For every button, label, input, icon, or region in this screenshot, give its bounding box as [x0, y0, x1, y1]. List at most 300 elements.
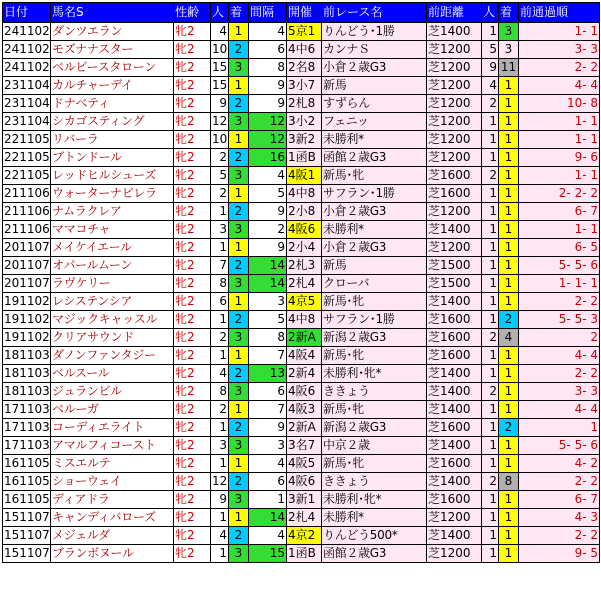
table-row: [3, 77, 600, 95]
prev-popularity-cell: 2: [482, 95, 499, 113]
table-row: [3, 329, 600, 347]
date-cell: 241102: [3, 41, 51, 59]
prev-passing-order-cell: 2- 2- 2: [519, 185, 600, 203]
popularity-cell: 1: [211, 419, 229, 437]
interval-cell: 8: [249, 59, 287, 77]
prev-popularity-cell: 1: [482, 113, 499, 131]
date-cell: 231104: [3, 113, 51, 131]
finish-cell: 2: [229, 41, 249, 59]
finish-cell: 2: [229, 149, 249, 167]
prev-passing-order-cell: 1: [519, 419, 600, 437]
venue-cell: 2名8: [287, 59, 322, 77]
date-cell: 241102: [3, 23, 51, 41]
horse-name-cell: ベルスール: [51, 365, 174, 383]
horse-name-cell: マジックキャッスル: [51, 311, 174, 329]
horse-name-cell: ブランボヌール: [51, 545, 174, 563]
table-row: [3, 365, 600, 383]
finish-cell: 3: [229, 59, 249, 77]
table-row: [3, 545, 600, 563]
finish-cell: 2: [229, 203, 249, 221]
sex-age-cell: 牝2: [174, 59, 211, 77]
prev-race-name-cell: すずらん: [322, 95, 427, 113]
finish-cell: 2: [229, 473, 249, 491]
table-row: [3, 509, 600, 527]
finish-cell: 3: [229, 275, 249, 293]
header-sex-age: 性齢: [174, 3, 211, 23]
horse-name-cell: ウォーターナビレラ: [51, 185, 174, 203]
table-row: [3, 473, 600, 491]
interval-cell: 9: [249, 203, 287, 221]
prev-popularity-cell: 1: [482, 365, 499, 383]
interval-cell: 9: [249, 95, 287, 113]
horse-name-cell: ベルビースタローン: [51, 59, 174, 77]
finish-cell: 1: [229, 347, 249, 365]
prev-finish-cell: 1: [499, 113, 519, 131]
sex-age-cell: 牝2: [174, 311, 211, 329]
prev-popularity-cell: 1: [482, 401, 499, 419]
prev-finish-cell: 1: [499, 293, 519, 311]
sex-age-cell: 牝2: [174, 131, 211, 149]
prev-distance-cell: 芝1400: [427, 383, 482, 401]
popularity-cell: 2: [211, 149, 229, 167]
venue-cell: 4阪6: [287, 383, 322, 401]
prev-race-name-cell: カンナＳ: [322, 41, 427, 59]
prev-finish-cell: 1: [499, 437, 519, 455]
prev-distance-cell: 芝1400: [427, 221, 482, 239]
prev-distance-cell: 芝1600: [427, 311, 482, 329]
prev-distance-cell: 芝1600: [427, 455, 482, 473]
popularity-cell: 1: [211, 545, 229, 563]
prev-race-name-cell: サフラン･1勝: [322, 185, 427, 203]
horse-name-cell: ミスエルテ: [51, 455, 174, 473]
table-row: [3, 455, 600, 473]
table-row: [3, 419, 600, 437]
header-prev-distance: 前距離: [427, 3, 482, 23]
prev-passing-order-cell: 6- 5: [519, 239, 600, 257]
venue-cell: 2新4: [287, 365, 322, 383]
table-row: [3, 257, 600, 275]
sex-age-cell: 牝2: [174, 95, 211, 113]
date-cell: 231104: [3, 77, 51, 95]
prev-distance-cell: 芝1200: [427, 239, 482, 257]
venue-cell: 4阪4: [287, 347, 322, 365]
prev-distance-cell: 芝1200: [427, 149, 482, 167]
table-row: [3, 203, 600, 221]
prev-finish-cell: 1: [499, 383, 519, 401]
venue-cell: 4京5: [287, 293, 322, 311]
venue-cell: 1函B: [287, 149, 322, 167]
header-prev-popularity: 人: [482, 3, 499, 23]
table-row: [3, 23, 600, 41]
prev-popularity-cell: 4: [482, 77, 499, 95]
prev-race-name-cell: ききょう: [322, 383, 427, 401]
horse-name-cell: ドナベティ: [51, 95, 174, 113]
prev-race-name-cell: フェニッ: [322, 113, 427, 131]
popularity-cell: 1: [211, 239, 229, 257]
prev-race-name-cell: 未勝利*: [322, 131, 427, 149]
prev-race-name-cell: 函館２歳G3: [322, 545, 427, 563]
header-prev-race-name: 前レース名: [322, 3, 427, 23]
date-cell: 211106: [3, 221, 51, 239]
prev-finish-cell: 11: [499, 59, 519, 77]
finish-cell: 2: [229, 311, 249, 329]
interval-cell: 6: [249, 41, 287, 59]
prev-passing-order-cell: 4- 4: [519, 401, 600, 419]
prev-popularity-cell: 1: [482, 221, 499, 239]
venue-cell: 4阪6: [287, 473, 322, 491]
horse-name-cell: ディアドラ: [51, 491, 174, 509]
interval-cell: 5: [249, 311, 287, 329]
prev-finish-cell: 1: [499, 167, 519, 185]
prev-passing-order-cell: 4- 3: [519, 509, 600, 527]
prev-distance-cell: 芝1400: [427, 527, 482, 545]
prev-passing-order-cell: 1- 1: [519, 167, 600, 185]
prev-distance-cell: 芝1600: [427, 419, 482, 437]
interval-cell: 9: [249, 77, 287, 95]
venue-cell: 2小8: [287, 203, 322, 221]
venue-cell: 4阪3: [287, 401, 322, 419]
sex-age-cell: 牝2: [174, 167, 211, 185]
prev-popularity-cell: 2: [482, 167, 499, 185]
prev-distance-cell: 芝1400: [427, 473, 482, 491]
table-row: [3, 383, 600, 401]
date-cell: 201107: [3, 275, 51, 293]
horse-name-cell: モズナナスター: [51, 41, 174, 59]
sex-age-cell: 牝2: [174, 113, 211, 131]
table-row: [3, 437, 600, 455]
prev-popularity-cell: 1: [482, 257, 499, 275]
table-row: [3, 293, 600, 311]
interval-cell: 15: [249, 545, 287, 563]
sex-age-cell: 牝2: [174, 293, 211, 311]
prev-finish-cell: 1: [499, 545, 519, 563]
prev-distance-cell: 芝1200: [427, 95, 482, 113]
venue-cell: 2札8: [287, 95, 322, 113]
prev-popularity-cell: 1: [482, 185, 499, 203]
venue-cell: 4阪6: [287, 221, 322, 239]
horse-name-cell: メイケイエール: [51, 239, 174, 257]
date-cell: 201107: [3, 257, 51, 275]
interval-cell: 14: [249, 509, 287, 527]
date-cell: 181103: [3, 383, 51, 401]
prev-passing-order-cell: 9- 6: [519, 149, 600, 167]
prev-race-name-cell: 中京２歳: [322, 437, 427, 455]
prev-finish-cell: 1: [499, 239, 519, 257]
header-prev-finish: 着: [499, 3, 519, 23]
venue-cell: 4京2: [287, 527, 322, 545]
prev-distance-cell: 芝1500: [427, 257, 482, 275]
horse-name-cell: クリアサウンド: [51, 329, 174, 347]
venue-cell: 2小4: [287, 239, 322, 257]
interval-cell: 4: [249, 23, 287, 41]
results-table: [2, 2, 600, 563]
interval-cell: 9: [249, 239, 287, 257]
venue-cell: 2札3: [287, 257, 322, 275]
prev-finish-cell: 1: [499, 131, 519, 149]
prev-passing-order-cell: 1- 1- 1: [519, 275, 600, 293]
prev-distance-cell: 芝1200: [427, 59, 482, 77]
popularity-cell: 8: [211, 275, 229, 293]
horse-name-cell: レシステンシア: [51, 293, 174, 311]
venue-cell: 4中8: [287, 185, 322, 203]
interval-cell: 6: [249, 383, 287, 401]
header-interval: 間隔: [249, 3, 287, 23]
horse-name-cell: ダノンファンタジー: [51, 347, 174, 365]
date-cell: 181103: [3, 365, 51, 383]
prev-passing-order-cell: 2- 2: [519, 473, 600, 491]
prev-race-name-cell: 未勝利*: [322, 509, 427, 527]
interval-cell: 5: [249, 185, 287, 203]
prev-popularity-cell: 1: [482, 437, 499, 455]
prev-finish-cell: 1: [499, 257, 519, 275]
table-row: [3, 221, 600, 239]
prev-distance-cell: 芝1500: [427, 275, 482, 293]
popularity-cell: 9: [211, 491, 229, 509]
prev-passing-order-cell: 2- 2: [519, 365, 600, 383]
popularity-cell: 2: [211, 329, 229, 347]
prev-finish-cell: 1: [499, 203, 519, 221]
prev-passing-order-cell: 1- 1: [519, 113, 600, 131]
horse-name-cell: ショーウェイ: [51, 473, 174, 491]
finish-cell: 3: [229, 113, 249, 131]
sex-age-cell: 牝2: [174, 203, 211, 221]
finish-cell: 1: [229, 77, 249, 95]
table-row: [3, 491, 600, 509]
venue-cell: 5京1: [287, 23, 322, 41]
finish-cell: 3: [229, 437, 249, 455]
sex-age-cell: 牝2: [174, 41, 211, 59]
prev-race-name-cell: 小倉２歳G3: [322, 203, 427, 221]
sex-age-cell: 牝2: [174, 275, 211, 293]
horse-name-cell: ママコチャ: [51, 221, 174, 239]
venue-cell: 2新A: [287, 329, 322, 347]
interval-cell: 2: [249, 221, 287, 239]
prev-popularity-cell: 1: [482, 293, 499, 311]
date-cell: 231104: [3, 95, 51, 113]
prev-distance-cell: 芝1600: [427, 167, 482, 185]
prev-finish-cell: 1: [499, 509, 519, 527]
prev-popularity-cell: 2: [482, 329, 499, 347]
date-cell: 191102: [3, 329, 51, 347]
header-finish: 着: [229, 3, 249, 23]
sex-age-cell: 牝2: [174, 77, 211, 95]
horse-name-cell: ベルーガ: [51, 401, 174, 419]
finish-cell: 2: [229, 257, 249, 275]
popularity-cell: 9: [211, 95, 229, 113]
prev-finish-cell: 1: [499, 527, 519, 545]
table-row: [3, 95, 600, 113]
horse-name-cell: ブトンドール: [51, 149, 174, 167]
table-row: [3, 311, 600, 329]
sex-age-cell: 牝2: [174, 383, 211, 401]
prev-race-name-cell: りんどう500*: [322, 527, 427, 545]
popularity-cell: 5: [211, 167, 229, 185]
prev-popularity-cell: 1: [482, 491, 499, 509]
date-cell: 211106: [3, 185, 51, 203]
table-row: [3, 41, 600, 59]
prev-popularity-cell: 2: [482, 383, 499, 401]
horse-name-cell: キャンディバローズ: [51, 509, 174, 527]
prev-passing-order-cell: 5- 5- 3: [519, 311, 600, 329]
venue-cell: 4中8: [287, 311, 322, 329]
interval-cell: 6: [249, 473, 287, 491]
popularity-cell: 3: [211, 221, 229, 239]
sex-age-cell: 牝2: [174, 239, 211, 257]
popularity-cell: 1: [211, 203, 229, 221]
prev-passing-order-cell: 10- 8: [519, 95, 600, 113]
sex-age-cell: 牝2: [174, 509, 211, 527]
prev-race-name-cell: 未勝利･牝*: [322, 491, 427, 509]
popularity-cell: 1: [211, 347, 229, 365]
prev-finish-cell: 1: [499, 185, 519, 203]
date-cell: 221105: [3, 167, 51, 185]
popularity-cell: 1: [211, 509, 229, 527]
prev-distance-cell: 芝1200: [427, 545, 482, 563]
sex-age-cell: 牝2: [174, 545, 211, 563]
prev-passing-order-cell: 6- 7: [519, 203, 600, 221]
horse-name-cell: コーディエライト: [51, 419, 174, 437]
date-cell: 161105: [3, 473, 51, 491]
prev-race-name-cell: りんどう･1勝: [322, 23, 427, 41]
interval-cell: 7: [249, 401, 287, 419]
prev-race-name-cell: 新馬･牝: [322, 401, 427, 419]
prev-distance-cell: 芝1200: [427, 203, 482, 221]
prev-race-name-cell: 未勝利･牝*: [322, 365, 427, 383]
horse-name-cell: ダンツエラン: [51, 23, 174, 41]
finish-cell: 1: [229, 509, 249, 527]
prev-popularity-cell: 1: [482, 203, 499, 221]
interval-cell: 8: [249, 329, 287, 347]
prev-finish-cell: 1: [499, 347, 519, 365]
date-cell: 161105: [3, 491, 51, 509]
prev-passing-order-cell: 2- 2: [519, 527, 600, 545]
prev-distance-cell: 芝1400: [427, 401, 482, 419]
venue-cell: 2札4: [287, 509, 322, 527]
sex-age-cell: 牝2: [174, 23, 211, 41]
prev-finish-cell: 8: [499, 473, 519, 491]
prev-finish-cell: 1: [499, 365, 519, 383]
interval-cell: 14: [249, 257, 287, 275]
popularity-cell: 7: [211, 257, 229, 275]
prev-popularity-cell: 1: [482, 347, 499, 365]
sex-age-cell: 牝2: [174, 419, 211, 437]
sex-age-cell: 牝2: [174, 365, 211, 383]
interval-cell: 14: [249, 275, 287, 293]
sex-age-cell: 牝2: [174, 401, 211, 419]
venue-cell: 4中6: [287, 41, 322, 59]
prev-passing-order-cell: 3- 3: [519, 383, 600, 401]
finish-cell: 1: [229, 185, 249, 203]
table-row: [3, 527, 600, 545]
popularity-cell: 2: [211, 401, 229, 419]
prev-passing-order-cell: 4- 4: [519, 347, 600, 365]
prev-popularity-cell: 1: [482, 131, 499, 149]
prev-race-name-cell: 新馬･牝: [322, 167, 427, 185]
prev-race-name-cell: 新馬: [322, 77, 427, 95]
prev-popularity-cell: 1: [482, 239, 499, 257]
prev-finish-cell: 1: [499, 455, 519, 473]
popularity-cell: 15: [211, 59, 229, 77]
header-prev-passing-order: 前通過順: [519, 3, 600, 23]
date-cell: 241102: [3, 59, 51, 77]
prev-popularity-cell: 1: [482, 545, 499, 563]
header-venue: 開催: [287, 3, 322, 23]
prev-distance-cell: 芝1200: [427, 41, 482, 59]
prev-passing-order-cell: 3- 3: [519, 41, 600, 59]
table-row: [3, 113, 600, 131]
venue-cell: 3名7: [287, 437, 322, 455]
header-date: 日付: [3, 3, 51, 23]
venue-cell: 3小7: [287, 77, 322, 95]
sex-age-cell: 牝2: [174, 347, 211, 365]
sex-age-cell: 牝2: [174, 455, 211, 473]
finish-cell: 2: [229, 365, 249, 383]
prev-distance-cell: 芝1400: [427, 437, 482, 455]
finish-cell: 1: [229, 401, 249, 419]
finish-cell: 3: [229, 545, 249, 563]
table-row: [3, 401, 600, 419]
finish-cell: 2: [229, 419, 249, 437]
popularity-cell: 12: [211, 473, 229, 491]
prev-race-name-cell: 新馬･牝: [322, 347, 427, 365]
prev-popularity-cell: 9: [482, 59, 499, 77]
finish-cell: 1: [229, 239, 249, 257]
finish-cell: 2: [229, 95, 249, 113]
table-body: [3, 23, 600, 563]
prev-finish-cell: 4: [499, 329, 519, 347]
popularity-cell: 8: [211, 383, 229, 401]
venue-cell: 2新A: [287, 419, 322, 437]
date-cell: 151107: [3, 527, 51, 545]
interval-cell: 9: [249, 419, 287, 437]
popularity-cell: 4: [211, 527, 229, 545]
prev-passing-order-cell: 1- 1: [519, 221, 600, 239]
prev-passing-order-cell: 4- 2: [519, 455, 600, 473]
interval-cell: 4: [249, 455, 287, 473]
date-cell: 151107: [3, 545, 51, 563]
sex-age-cell: 牝2: [174, 491, 211, 509]
prev-race-name-cell: クローバ: [322, 275, 427, 293]
sex-age-cell: 牝2: [174, 437, 211, 455]
horse-name-cell: メジェルダ: [51, 527, 174, 545]
horse-name-cell: ナムラクレア: [51, 203, 174, 221]
prev-distance-cell: 芝1600: [427, 347, 482, 365]
prev-passing-order-cell: 2: [519, 329, 600, 347]
prev-race-name-cell: 小倉２歳G3: [322, 59, 427, 77]
table-row: [3, 185, 600, 203]
prev-finish-cell: 1: [499, 491, 519, 509]
date-cell: 201107: [3, 239, 51, 257]
sex-age-cell: 牝2: [174, 329, 211, 347]
table-row: [3, 275, 600, 293]
prev-race-name-cell: ききょう: [322, 473, 427, 491]
popularity-cell: 6: [211, 293, 229, 311]
popularity-cell: 3: [211, 437, 229, 455]
prev-distance-cell: 芝1200: [427, 131, 482, 149]
prev-race-name-cell: 新馬･牝: [322, 293, 427, 311]
table-row: [3, 347, 600, 365]
prev-passing-order-cell: 1- 1: [519, 23, 600, 41]
prev-popularity-cell: 1: [482, 23, 499, 41]
horse-name-cell: アマルフィコースト: [51, 437, 174, 455]
prev-finish-cell: 1: [499, 95, 519, 113]
interval-cell: 12: [249, 113, 287, 131]
prev-passing-order-cell: 5- 5- 6: [519, 257, 600, 275]
prev-finish-cell: 1: [499, 77, 519, 95]
prev-popularity-cell: 1: [482, 455, 499, 473]
prev-finish-cell: 3: [499, 41, 519, 59]
popularity-cell: 12: [211, 113, 229, 131]
